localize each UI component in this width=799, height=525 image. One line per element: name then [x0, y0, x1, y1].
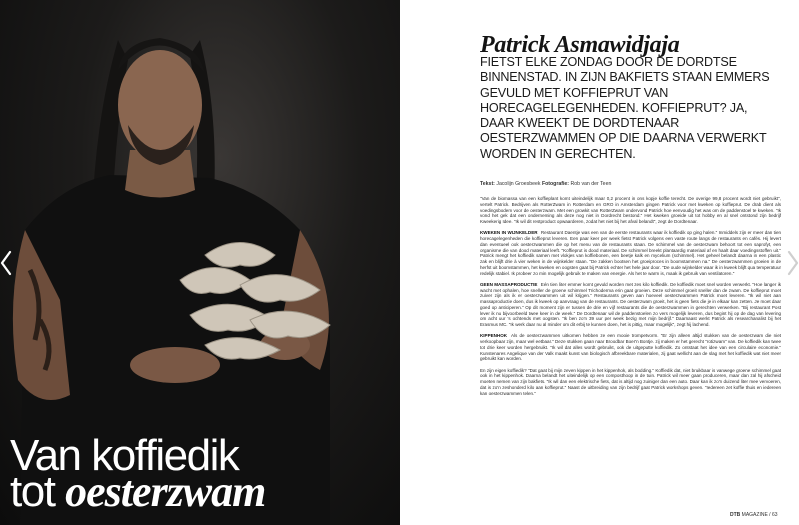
- article-intro: FIETST ELKE ZONDAG DOOR DE DORDTSE BINNENSTAD. IN ZIJN BAKFIETS STAAN EMMERS GEVULD MET KOFFIEPRUT VAN HORECAGELEGENHEDEN. KOFFIEPRUT? JA, DAAR KWEEKT DE DORDTENAAR OESTERZWAMMEN OP DIE DAARNA VERWERKT WORDEN IN GERECHTEN.: [480, 55, 770, 161]
- article-body: [480, 196, 781, 402]
- paragraph-final: En zijn eigen koffiedik? "Dat gaat bij mijn zeven kippen in het kippenhok, als bodding." Koffiedik dat, niet bruikbaar is vanwege groene schimmel gaat ook in het kippenhok. Daarna belandt het uiteindelijk op een composthoop in de tuin. Patrick wil meer gaan produceren, maar dan zal hij afscheid moeten nemen van zijn bakfiets. "Ik wil dan een elektrische fiets, dat is altijd nog zuiniger dan een auto. Daar kan ik zo'n duizend liter mee vervoeren, dat is zo'n zeshonderd kilo aan koffieprut." Naast de uitbreiding van zijn bedrijf gaat Patrick workshops geven. "Iedereen zet koffie thuis en iedereen kan oesterzwammen telen.": [480, 367, 781, 396]
- article-headline: [10, 431, 266, 517]
- subheading-kippenhok: KIPPENHOK: [480, 333, 508, 339]
- paragraph-1: "Van de biomassa van een koffieplant komt uiteindelijk maar 0,2 procent in ons kopje koffie terecht. De overige 99,8 procent wordt niet gebruikt", vertelt Patrick. Bedrijven als RotterZwam in Rotterdam en GRO in Amsterdam gingen Patrick voor met kweken op koffieprut. De drab dient als voedingsbodem voor de oesterzwam. Met een growkit van RotterZwam ondervond Patrick hoe eenvoudig het was om de paddenstoel te kweken. "Ik vond het gek dat een onderneming als deze nog niet in Dordrecht bestond." Het kweken groeide uit tot hobby en al snel ontstond zijn bedrijf Kweekerig Idee. "Ik wil dit restproduct opwaarderen, zodat het niet bij het afval belandt", zegt de Dordtenaar.: [480, 196, 781, 224]
- page-folio: [730, 512, 778, 518]
- next-page-button[interactable]: [787, 250, 799, 276]
- section-massaproductie-text: Eén tien liter emmer komt gevuld worden met zes kilo koffiedik. De koffiedik moet snel worden verwerkt. "Hoe langer ik wacht met ophalen, hoe sneller de groene schimmel Trichoderma erin gaat groeien. Deze schimmel groeit sneller dan de zwam. De koffieprut moet zuiver zijn als ik er oesterzwammen uit wil krijgen." Restaurants geven aan hoeveel oesterzwammen Patrick moet leveren. "Ik wil niet aan massaproductie doen, dus ik kweek op aanvraag van de restaurants. De oesterzwam groeit, het is geen fiets die je in elkaar kan zetten. Je moet daar goed op anticiperen." Op dit moment zijn er tussen de drie en vijf restaurants die de oesterzwammen in gerechten verwerken. "Bij restaurant Post lever ik nu bijvoorbeeld twee keer in de week." De Dordtenaar wil de paddenstoelen zo vers mogelijk leveren, dus begint hij op de dag van levering om acht uur 's ochtends met oogsten. "Ik ben zo'n 39 uur per week bezig met mijn bedrijf." Daarnaast werkt Patrick als researchanalist bij het Erasmus MC. "Ik werk daar nu al minder om dit erbij te kunnen doen, het is pittig, maar mogelijk", zegt hij lachend.: [480, 281, 781, 327]
- section-kweken-text: Restaurant Daentje was een van de eerste restaurants waar ik koffiedik op ging halen." Inmiddels zijn er meer dan tien horecagelegenheden die koffieprut leveren. Een paar keer per week fietst Patrick volgens een vaste route langs de restaurants en cafés. Hij levert dan eventueel ook oesterzwammen die op het menu van de restaurants staan. De schimmel van de oesterzwam behoort tot een saprofyt, een organisme die van dood materiaal leeft. "Koffieprut is dood materiaal. De schimmel breekt plantaardig materiaal af en haalt daar voedingsstoffen uit." Patrick mengt het koffiedik samen met vlokjes van koffiebonen, een beetje kalk en mycelium (schimmel). Het geheel belandt daarna in een plastic zak en blijft drie à vier weken in de wijnkelder staan. "De zakken bootsen het groeiproces in boomstammen na." De oesterzwammen groeien in de herfst uit boomstammen, het kweken en oogsten gaat bij Patrick echter het hele jaar door. "De oude wijnkelder waar ik in kweek blijft qua temperatuur redelijk stabiel. Ik probeer zo min mogelijk gebruik te maken van energie. Als het te warm is, maak ik gebruik van ventilatoren.": [480, 230, 781, 276]
- article-page: [400, 0, 799, 525]
- credit-text-value: Jacolijn Groesbeek: [496, 181, 541, 187]
- headline-line-2-italic: oesterzwam: [65, 467, 266, 517]
- folio-page: MAGAZINE / 63: [741, 512, 778, 518]
- chevron-left-icon: [0, 250, 12, 276]
- section-massaproductie: [480, 282, 781, 328]
- section-kippenhok: [480, 333, 781, 362]
- section-kweken: [480, 230, 781, 276]
- chevron-right-icon: [787, 250, 799, 276]
- subheading-kweken: KWEKEN IN WIJNKELDER: [480, 230, 538, 236]
- credit-photo-value: Rob van der Teen: [570, 181, 612, 187]
- credit-text-label: Tekst:: [480, 181, 495, 187]
- headline-line-2-plain: tot: [10, 467, 66, 517]
- person-name: Patrick Asmawidjaja: [480, 32, 680, 58]
- subheading-massaproductie: GEEN MASSAPRODUCTIE: [480, 281, 538, 287]
- headline-line-1: Van koffiedik: [10, 431, 239, 480]
- credit-photo-label: Fotografie:: [541, 181, 570, 187]
- section-kippenhok-text: Als de oesterzwammen uitkomen hebben ze een mooie trompetvorm. "Er zijn alleen altijd stukken van de oesterzwam die niet verkoopbaar zijn, maar wel eetbaar." Deze stukken gaan naar Broodbar Boer'n Bontje. zij maken er het gerecht "rotizwam" van. De koffiedik kan twee tot drie keer worden hergebruikt. "Ik wil dat alles wordt gebruikt, ook de uitgeputte koffiedik. Zo ontstaat het idee van een circulaire economie." Kunstenares Angelique van der Valk maakt kunst van biologisch afbreekbare materialen, zij gaat wellicht aan de slag met het koffiedik wat niet meer gebruikt kan worden.: [480, 333, 781, 362]
- headline-line-2: [10, 467, 266, 517]
- article-credits: [480, 181, 780, 187]
- folio-magazine: DTB: [730, 512, 741, 518]
- previous-page-button[interactable]: [0, 250, 12, 276]
